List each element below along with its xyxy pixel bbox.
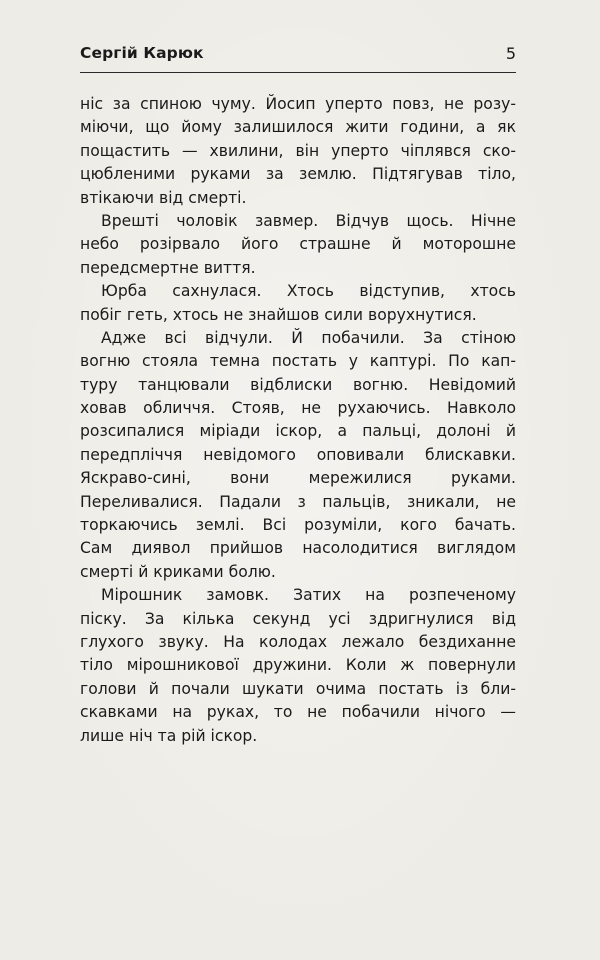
- text-line: тіло мірошникової дружини. Коли ж повернули: [80, 656, 516, 675]
- text-line: небо розірвало його страшне й моторошне: [80, 235, 516, 254]
- text-line: туру танцювали відблиски вогню. Невідомий: [80, 375, 516, 394]
- text-line: Переливалися. Падали з пальців, зникали, не: [80, 492, 516, 511]
- paragraph: [80, 210, 516, 280]
- text-line: глухого звуку. На колодах лежало бездиханне: [80, 632, 516, 651]
- paragraph: [80, 280, 516, 327]
- text-line: розсипалися міріади іскор, а пальці, долоні й: [80, 422, 516, 441]
- paragraph: [80, 584, 516, 748]
- text-line: скавками на руках, то не побачили нічого —: [80, 703, 516, 722]
- text-line: піску. За кілька секунд усі здригнулися від: [80, 609, 516, 628]
- text-line: Сам диявол прийшов насолодитися виглядом: [80, 539, 516, 558]
- text-line: передпліччя невідомого оповивали блискавки.: [80, 445, 516, 464]
- paragraph: [80, 327, 516, 584]
- text-line: Адже всі відчули. Й побачили. За стіною: [101, 328, 516, 347]
- paragraph: [80, 93, 516, 210]
- text-line: смерті й криками болю.: [80, 562, 276, 581]
- author-name: Сергій Карюк: [80, 44, 204, 62]
- text-line: вогню стояла темна постать у каптурі. По кап-: [80, 352, 516, 371]
- text-line: Яскраво-сині, вони мережилися руками.: [80, 469, 516, 488]
- text-line: лише ніч та рій іскор.: [80, 726, 258, 745]
- text-line: міючи, що йому залишилося жити години, а як: [80, 118, 516, 137]
- header-rule: [80, 72, 516, 73]
- text-line: Мірошник замовк. Затих на розпеченому: [101, 586, 516, 605]
- text-line: ніс за спиною чуму. Йосип уперто повз, не розу-: [80, 95, 516, 113]
- text-line: торкаючись землі. Всі розуміли, кого бачать.: [80, 516, 516, 535]
- text-line: пощастить — хвилини, він уперто чіплявся ско-: [80, 141, 516, 160]
- text-line: ховав обличчя. Стояв, не рухаючись. Навколо: [80, 399, 516, 418]
- text-line: Юрба сахнулася. Хтось відступив, хтось: [101, 282, 516, 301]
- text-line: голови й почали шукати очима постать із бли-: [80, 679, 516, 698]
- running-header: [80, 44, 516, 70]
- body-text: [80, 93, 516, 748]
- page-number: 5: [505, 44, 516, 63]
- text-line: цюбленими руками за землю. Підтягував тіло,: [80, 165, 516, 184]
- text-line: передсмертне виття.: [80, 258, 256, 277]
- text-line: побіг геть, хтось не знайшов сили ворухнутися.: [80, 305, 477, 324]
- text-line: Врешті чоловік завмер. Відчув щось. Нічне: [101, 211, 516, 230]
- text-line: втікаючи від смерті.: [80, 188, 247, 207]
